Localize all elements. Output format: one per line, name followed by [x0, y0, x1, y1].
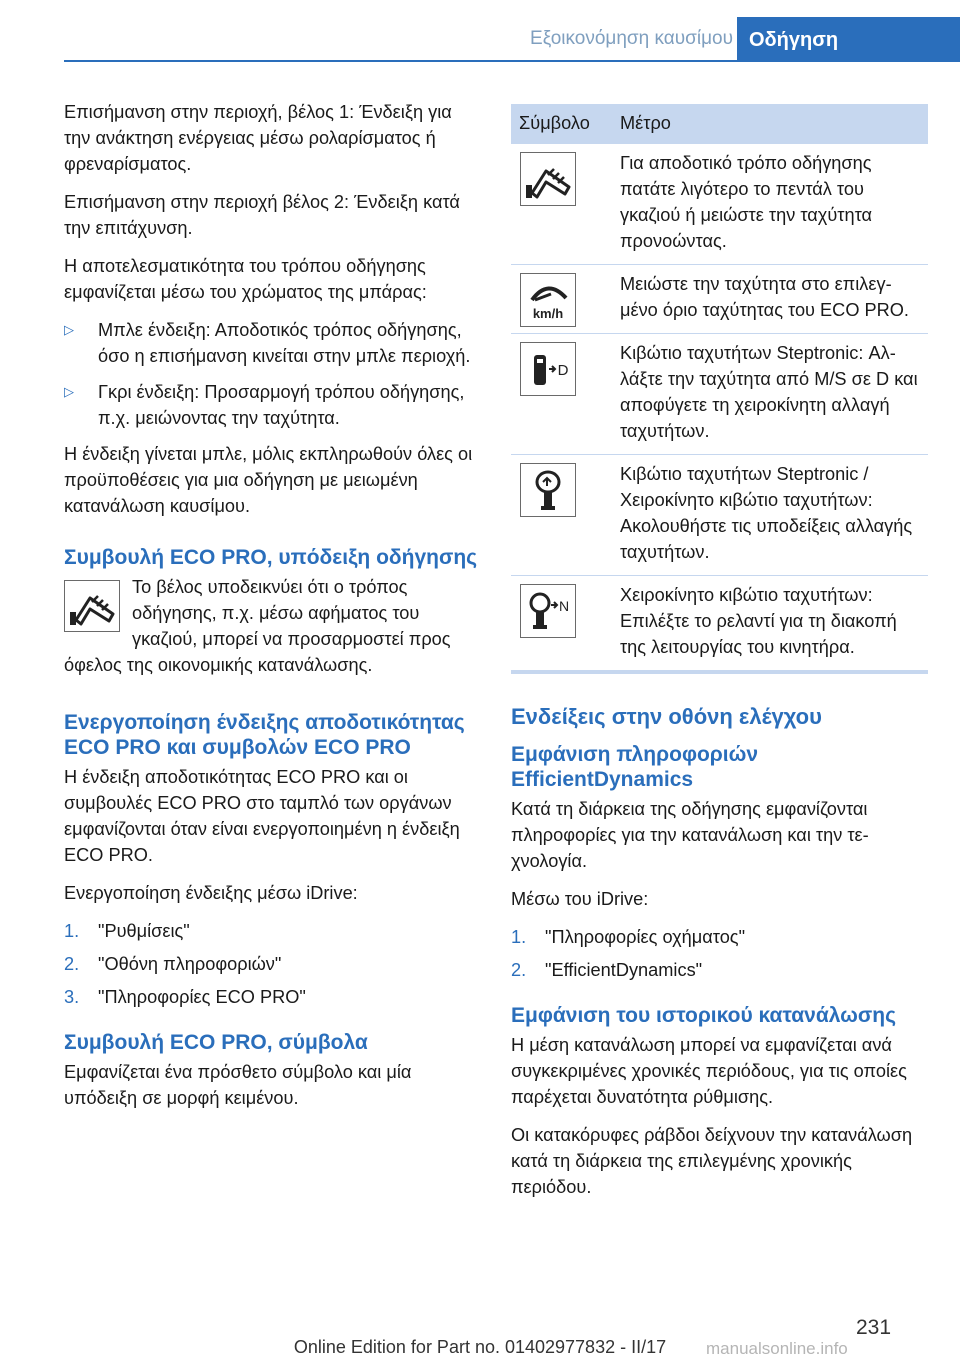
- paragraph: Επισήμανση στην περιοχή βέλος 2: Ένδειξη κατά την επιτάχυνση.: [64, 192, 460, 238]
- list-item: 1. "Ρυθμίσεις": [64, 921, 190, 941]
- header-section-title: Εξοικονόμηση καυσίμου: [530, 28, 733, 49]
- table-cell: Κιβώτιο ταχυτήτων Steptronic: Αλλάξτε την ταχύτητα από M/S σε D και αποφύγετε τη χειροκίνητη αλλαγή ταχυτήτων.: [612, 334, 928, 455]
- table-header-row: [511, 104, 928, 144]
- paragraph: Η μέση κατανάλωση μπορεί να εμφανίζεται ανά συγκεκριμένες χρονικές περιόδους, για τις οποίες παρέχεται δυνατότητα ρύθμισης.: [511, 1035, 907, 1107]
- paragraph: Επισήμανση στην περιοχή, βέλος 1: Ένδειξη για την ανάκτηση ενέργειας μέσω ρολαρίσματος ή φρεναρίσματος.: [64, 102, 452, 174]
- paragraph: Ενεργοποίηση ένδειξης μέσω iDrive:: [64, 883, 358, 903]
- speedometer-kmh-icon: [520, 273, 576, 327]
- svg-text:N: N: [558, 598, 570, 614]
- tip-text: Το βέλος υποδεικνύει ότι ο τρόπος οδήγησης, π.χ. μέσω αφήματος του γκαζιού, μπορεί να προσαρμοστεί προς όφελος της οικονομικής κατανάλωσης.: [64, 577, 451, 675]
- list-item: 2. "EfficientDynamics": [511, 960, 703, 980]
- page-header: [0, 0, 960, 62]
- table-row: [511, 576, 928, 673]
- eco-symbols-table: [511, 104, 928, 674]
- paragraph: Οι κατακόρυφες ράβδοι δείχνουν την κατανάλωση κατά τη διάρκεια της επιλεγμένης χρονικής περιόδου.: [511, 1125, 913, 1197]
- table-row: [511, 334, 928, 455]
- table-cell: Κιβώτιο ταχυτήτων Steptronic / Χειροκίνητο κιβώτιο ταχυτήτων: Ακολουθήστε τις υποδείξεις αλλαγής ταχυτήτων.: [612, 455, 928, 576]
- edition-footer: Online Edition for Part no. 01402977832 - II/17: [293, 1337, 667, 1357]
- paragraph: Η ένδειξη αποδοτικότητας ECO PRO και οι συμβουλές ECO PRO στο ταμπλό των οργάνων εμφανίζονται όταν είναι ενεργοποιημένη η ένδειξη ECO PRO.: [64, 767, 460, 865]
- table-row: [511, 265, 928, 334]
- paragraph: Κατά τη διάρκεια της οδήγησης εμφανίζονται πληροφορίες για την κατανάλωση και την τεχνολογία.: [511, 799, 869, 871]
- svg-text:D: D: [557, 362, 569, 379]
- table-cell: Μειώστε την ταχύτητα στο επιλεγμένο όριο ταχύτητας του ECO PRO.: [612, 265, 928, 334]
- color-bullet-list: [64, 317, 480, 431]
- list-item: 3. "Πληροφορίες ECO PRO": [64, 987, 306, 1007]
- list-item: 2. "Οθόνη πληροφοριών": [64, 954, 282, 974]
- subsection-heading: Εμφάνιση πληροφοριών EfficientDynamics: [511, 743, 759, 791]
- shift-knob-n-icon: [520, 584, 576, 638]
- paragraph: Η ένδειξη γίνεται μπλε, μόλις εκπληρωθούν όλες οι προϋποθέσεις για μια οδήγηση με μειωμένη κατανάλωση καυσίμου.: [64, 444, 473, 516]
- paragraph: Μέσω του iDrive:: [511, 889, 649, 909]
- section-heading: Ενεργοποίηση ένδειξης αποδοτικότητας ECO PRO και συμβολών ECO PRO: [64, 711, 465, 759]
- triangle-bullet-icon: ▷: [64, 322, 74, 337]
- list-item: 1. "Πληροφορίες οχήματος": [511, 927, 746, 947]
- section-heading: Συμβουλή ECO PRO, σύμβολα: [64, 1031, 368, 1054]
- section-heading: Ενδείξεις στην οθόνη ελέγχου: [511, 704, 822, 729]
- watermark: manualsonline.info: [706, 1339, 848, 1358]
- foot-pedal-icon: [520, 152, 576, 206]
- shift-knob-icon: [520, 463, 576, 517]
- paragraph: Η αποτελεσματικότητα του τρόπου οδήγησης εμφανίζεται μέσω του χρώματος της μπάρας:: [64, 256, 427, 302]
- list-item: ▷ Γκρι ένδειξη: Προσαρμογή τρόπου οδήγησης, π.χ. μειώνοντας την ταχύτητα.: [64, 379, 480, 431]
- column-header-symbol: Σύμβολο: [511, 104, 612, 144]
- paragraph: Εμφανίζεται ένα πρόσθετο σύμβολο και μία υπόδειξη σε μορφή κειμένου.: [64, 1062, 412, 1108]
- tip-block: [64, 574, 480, 688]
- subsection-heading: Εμφάνιση του ιστορικού κατανάλωσης: [511, 1004, 897, 1027]
- left-column: [64, 99, 480, 1123]
- table-row: [511, 144, 928, 265]
- foot-pedal-icon: [64, 580, 120, 632]
- list-item: ▷ Μπλε ένδειξη: Αποδοτικός τρόπος οδήγησης, όσο η επισήμανση κινείται στην μπλε περιοχή.: [64, 317, 480, 369]
- triangle-bullet-icon: ▷: [64, 384, 74, 399]
- svg-text:km/h: km/h: [532, 306, 564, 321]
- column-header-measure: Μέτρο: [612, 104, 928, 144]
- table-cell: Για αποδοτικό τρόπο οδήγησης πατάτε λιγότερο το πεντάλ του γκαζιού ή μειώστε την ταχύτητα προνοώντας.: [612, 144, 928, 265]
- idrive-steps: [511, 924, 928, 983]
- header-chapter-tab: Οδήγηση: [737, 17, 960, 61]
- idrive-steps: [64, 918, 480, 1010]
- header-rule: [64, 60, 960, 62]
- section-heading: Συμβουλή ECO PRO, υπόδειξη οδήγησης: [64, 546, 478, 569]
- page-number: 231: [856, 1316, 892, 1339]
- gear-selector-d-icon: [520, 342, 576, 396]
- right-column: [511, 99, 928, 1212]
- table-row: [511, 455, 928, 576]
- table-cell: Χειροκίνητο κιβώτιο ταχυτήτων: Επιλέξτε το ρελαντί για τη διακοπή της λειτουργίας του κινητήρα.: [612, 576, 928, 673]
